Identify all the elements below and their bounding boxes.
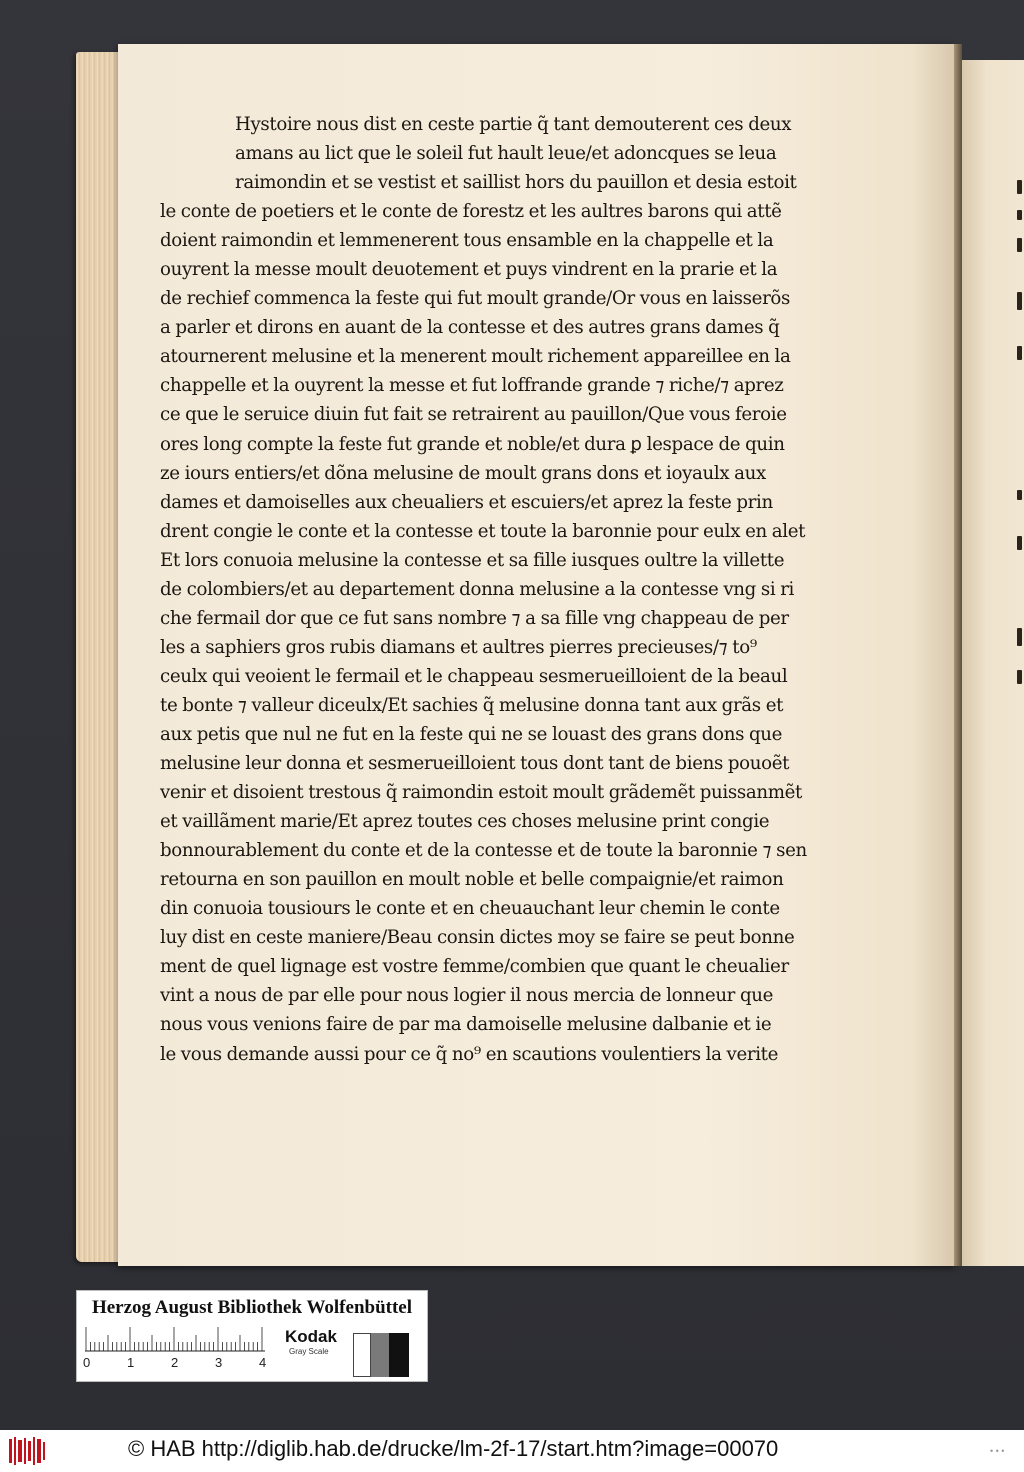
- gray-swatch-white: [353, 1333, 371, 1377]
- text-line: drent congie le conte et la contesse et toute la baronnie pour eulx en alet: [160, 520, 806, 542]
- text-line: le conte de poetiers et le conte de forestz et les aultres barons qui attẽ: [160, 201, 782, 223]
- barcode-logo-icon: [8, 1436, 48, 1466]
- text-line: doient raimondin et lemmenerent tous ensamble en la chappelle et la: [160, 230, 774, 252]
- text-line: retourna en son pauillon en moult noble et belle compaignie/et raimon: [160, 869, 784, 891]
- text-line: chappelle et la ouyrent la messe et fut loffrande grande ⁊ riche/⁊ aprez: [160, 375, 784, 397]
- text-line: ment de quel lignage est vostre femme/combien que quant le cheualier: [160, 956, 789, 978]
- text-line: les a saphiers gros rubis diamans et aultres pierres precieuses/⁊ to⁹: [160, 636, 757, 658]
- text-line: le vous demande aussi pour ce q̃ no⁹ en scautions voulentiers la verite: [160, 1043, 779, 1065]
- text-line: ceulx qui veoient le fermail et le chappeau sesmerueilloient de la beaul: [160, 665, 788, 687]
- printed-text-block: [160, 110, 807, 1069]
- gray-scale-swatches: [353, 1333, 409, 1377]
- text-line: Et lors conuoia melusine la contesse et sa fille iusques oultre la villette: [160, 549, 785, 571]
- library-name: Herzog August Bibliothek Wolfenbüttel: [91, 1297, 413, 1318]
- text-line: raimondin et se vestist et saillist hors du pauillon et desia estoit: [235, 172, 797, 194]
- gray-scale-label: Gray Scale: [289, 1347, 329, 1356]
- text-line: nous vous venions faire de par ma damoiselle melusine dalbanie et ie: [160, 1014, 772, 1036]
- text-line: aux petis que nul ne fut en la feste qui ne se louast des grans dons que: [160, 723, 783, 745]
- text-line: melusine leur donna et sesmerueilloient tous dont tant de biens pouoẽt: [160, 753, 790, 775]
- text-line: a parler et dirons en auant de la contesse et des autres grans dames q̃: [160, 317, 780, 339]
- text-line: ce que le seruice diuin fut fait se retrairent au pauillon/Que vous feroie: [160, 404, 787, 426]
- text-line: bonnourablement du conte et de la contesse et de toute la baronnie ⁊ sen: [160, 840, 807, 862]
- ruler-numbers: [83, 1355, 303, 1375]
- ruler-number: 2: [171, 1355, 179, 1370]
- text-line: vint a nous de par elle pour nous logier il nous mercia de lonneur que: [160, 985, 774, 1007]
- book-gutter: [954, 44, 962, 1266]
- ruler-number: 3: [215, 1355, 223, 1370]
- text-line: din conuoia tousiours le conte et en cheuauchant leur chemin le conte: [160, 898, 780, 920]
- text-line: atournerent melusine et la menerent moult richement appareillee en la: [160, 346, 791, 368]
- text-line: ze iours entiers/et dõna melusine de moult grans dons et ioyaulx aux: [160, 462, 766, 484]
- text-line: te bonte ⁊ valleur diceulx/Et sachies q̃ melusine donna tant aux grãs et: [160, 694, 784, 716]
- facing-page: [962, 60, 1024, 1266]
- gray-swatch-mid: [371, 1333, 389, 1377]
- gray-swatch-black: [389, 1333, 409, 1377]
- footer-dots: • • •: [990, 1446, 1005, 1456]
- ruler-number: 4: [259, 1355, 267, 1370]
- viewer-footer: [0, 1430, 1024, 1472]
- text-line: luy dist en ceste maniere/Beau consin dictes moy se faire se peut bonne: [160, 927, 795, 949]
- text-line: ouyrent la messe moult deuotement et puys vindrent en la prarie et la: [160, 259, 778, 281]
- text-line: dames et damoiselles aux cheualiers et escuiers/et aprez la feste prin: [160, 491, 773, 513]
- text-line: ores long compte la feste fut grande et noble/et dura ꝑ lespace de quin: [160, 433, 785, 455]
- copyright-url[interactable]: © HAB http://diglib.hab.de/drucke/lm-2f-17/start.htm?image=00070: [128, 1436, 779, 1461]
- ruler-number: 0: [83, 1355, 91, 1370]
- text-line: venir et disoient trestous q̃ raimondin estoit moult grãdemẽt puissanmẽt: [160, 782, 802, 804]
- text-line: de colombiers/et au departement donna melusine a la contesse vng si ri: [160, 578, 795, 600]
- text-line: amans au lict que le soleil fut hault leue/et adoncques se leua: [235, 143, 777, 165]
- text-line: de rechief commenca la feste qui fut moult grande/Or vous en laisserõs: [160, 288, 790, 310]
- ruler-ticks: [85, 1325, 285, 1353]
- color-scale-card: [76, 1290, 428, 1382]
- text-line: et vaillãment marie/Et aprez toutes ces choses melusine print congie: [160, 811, 770, 833]
- kodak-brand: Kodak: [285, 1327, 337, 1346]
- ruler-number: 1: [127, 1355, 135, 1370]
- text-line: che fermail dor que ce fut sans nombre ⁊ a sa fille vng chappeau de per: [160, 607, 789, 629]
- text-line: Hystoire nous dist en ceste partie q̃ tant demouterent ces deux: [235, 114, 792, 135]
- facing-page-text-fragments: [962, 60, 1024, 1266]
